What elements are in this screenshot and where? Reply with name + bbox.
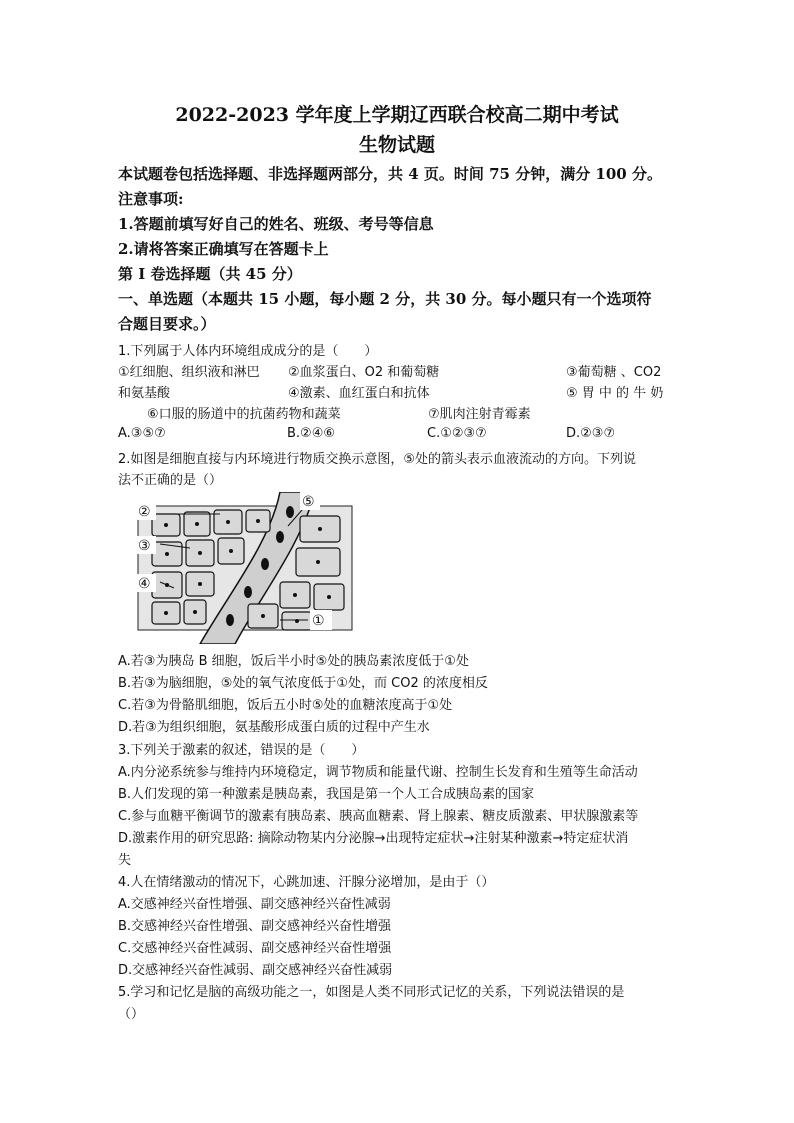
fig-label-3: ③ (138, 538, 151, 554)
q1-item-6: ⑥口服的肠道中的抗菌药物和蔬菜 (147, 407, 341, 422)
q2-stem-cont: 法不正确的是（） (118, 473, 223, 488)
notice-title: 注意事项: (118, 190, 184, 208)
q1-option-d: D.②③⑦ (566, 426, 616, 441)
q4-stem: 4.人在情绪激动的情况下，心跳加速、汗腺分泌增加，是由于（） (118, 875, 495, 890)
q4-option-a: A.交感神经兴奋性增强、副交感神经兴奋性减弱 (118, 897, 391, 912)
q1-item-3-cont: 和氨基酸 (118, 386, 171, 401)
q4-option-c: C.交感神经兴奋性减弱、副交感神经兴奋性增强 (118, 941, 392, 956)
q2-option-b: B.若③为脑细胞，⑤处的氧气浓度低于①处，而 CO2 的浓度相反 (118, 676, 488, 691)
section-title: 第 I 卷选择题（共 45 分） (118, 265, 302, 283)
q1-option-c: C.①②③⑦ (427, 426, 487, 441)
intro-line: 本试题卷包括选择题、非选择题两部分，共 4 页。时间 75 分钟，满分 100 分。 (118, 165, 662, 183)
fig-label-4: ④ (138, 576, 151, 592)
q3-option-b: B.人们发现的第一种激素是胰岛素，我国是第一个人工合成胰岛素的国家 (118, 787, 535, 802)
q3-option-a: A.内分泌系统参与维持内环境稳定，调节物质和能量代谢、控制生长发育和生殖等生命活动 (118, 765, 638, 780)
q5-stem-cont: （） (118, 1007, 145, 1022)
q5-stem: 5.学习和记忆是脑的高级功能之一，如图是人类不同形式记忆的关系，下列说法错误的是 (118, 985, 625, 1000)
q2-option-d: D.若③为组织细胞，氨基酸形成蛋白质的过程中产生水 (118, 720, 430, 735)
q1-option-a: A.③⑤⑦ (118, 426, 166, 441)
q2-stem: 2.如图是细胞直接与内环境进行物质交换示意图，⑤处的箭头表示血液流动的方向。下列说 (118, 452, 637, 467)
q4-option-d: D.交感神经兴奋性减弱、副交感神经兴奋性减弱 (118, 963, 393, 978)
q1-item-3: ③葡萄糖 、CO2 (566, 365, 662, 380)
q4-option-b: B.交感神经兴奋性增强、副交感神经兴奋性增强 (118, 919, 392, 934)
q1-item-7: ⑦肌肉注射青霉素 (428, 407, 531, 422)
q3-option-d-cont: 失 (118, 853, 132, 868)
q1-item-5: ⑤ 胃 中 的 牛 奶 (566, 386, 664, 401)
q2-option-a: A.若③为胰岛 B 细胞，饭后半小时⑤处的胰岛素浓度低于①处 (118, 654, 469, 669)
notice-item-1: 1.答题前填写好自己的姓名、班级、考号等信息 (118, 215, 434, 233)
q3-stem: 3.下列关于激素的叙述，错误的是（ ） (118, 743, 365, 758)
q3-option-c: C.参与血糖平衡调节的激素有胰岛素、胰高血糖素、肾上腺素、糖皮质激素、甲状腺激素等 (118, 809, 639, 824)
q1-option-b: B.②④⑥ (287, 426, 336, 441)
fig-label-5: ⑤ (302, 494, 315, 510)
q1-item-4: ④激素、血红蛋白和抗体 (288, 386, 430, 401)
q2-option-c: C.若③为骨骼肌细胞，饭后五小时⑤处的血糖浓度高于①处 (118, 698, 453, 713)
fig-label-2: ② (138, 504, 151, 520)
q1-stem: 1.下列属于人体内环境组成成分的是（ ） (118, 344, 378, 359)
fig-label-1: ① (312, 613, 325, 629)
exam-subtitle: 生物试题 (358, 134, 435, 156)
q1-item-1: ①红细胞、组织液和淋巴 (118, 365, 260, 380)
part-instruction: 一、单选题（本题共 15 小题，每小题 2 分，共 30 分。每小题只有一个选项符 (118, 290, 652, 308)
cell-exchange-figure (130, 492, 355, 644)
exam-title: 2022-2023 学年度上学期辽西联合校高二期中考试 (175, 104, 619, 126)
notice-item-2: 2.请将答案正确填写在答题卡上 (118, 240, 329, 258)
q3-option-d: D.激素作用的研究思路: 摘除动物某内分泌腺→出现特定症状→注射某种激素→特定症状消 (118, 831, 629, 846)
q1-item-2: ②血浆蛋白、O2 和葡萄糖 (288, 365, 440, 380)
part-instruction-cont: 合题目要求。） (118, 315, 216, 333)
